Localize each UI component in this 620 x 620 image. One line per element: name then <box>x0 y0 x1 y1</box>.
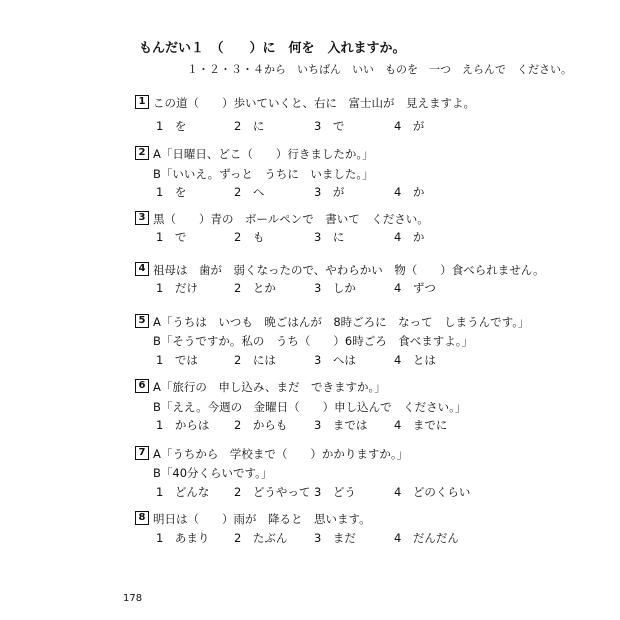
option-2: 2 たぶん <box>234 531 288 545</box>
question-number-badge: 3 <box>135 211 149 225</box>
question-line: A「うちから 学校まで（ ）かかりますか。」 <box>153 447 409 461</box>
option-3: 3 で <box>314 119 345 133</box>
question-line: B「そうですか。私の うち（ ）6時ごろ 食べますよ。」 <box>153 334 473 348</box>
question-line: B「ええ。今週の 金曜日（ ）申し込んで ください。」 <box>153 400 467 414</box>
option-1: 1 では <box>156 353 198 367</box>
option-4: 4 とは <box>394 353 436 367</box>
question-number-badge: 4 <box>135 262 149 276</box>
question-line: B「いいえ。ずっと うちに いました。」 <box>153 167 374 181</box>
option-1: 1 で <box>156 230 187 244</box>
option-4: 4 か <box>394 185 425 199</box>
option-2: 2 からも <box>234 418 288 432</box>
option-3: 3 どう <box>314 485 356 499</box>
question-number-badge: 6 <box>135 379 149 393</box>
option-4: 4 だんだん <box>394 531 459 545</box>
option-2: 2 に <box>234 119 265 133</box>
option-2: 2 も <box>234 230 265 244</box>
option-3: 3 しか <box>314 281 356 295</box>
option-4: 4 ずつ <box>394 281 436 295</box>
option-3: 3 に <box>314 230 345 244</box>
question-line: この道（ ）歩いていくと、右に 富士山が 見えますよ。 <box>153 96 475 110</box>
page-title: もんだい１ （ ）に 何を 入れますか。 <box>139 41 406 56</box>
option-3: 3 へは <box>314 353 356 367</box>
option-1: 1 を <box>156 185 187 199</box>
question-number-badge: 1 <box>135 95 149 109</box>
option-1: 1 どんな <box>156 485 210 499</box>
option-4: 4 までに <box>394 418 448 432</box>
question-line: A「旅行の 申し込み、まだ できますか。」 <box>153 380 386 394</box>
option-4: 4 が <box>394 119 425 133</box>
option-1: 1 あまり <box>156 531 210 545</box>
option-2: 2 とか <box>234 281 276 295</box>
option-1: 1 からは <box>156 418 210 432</box>
question-line: 祖母は 歯が 弱くなったので、やわらかい 物（ ）食べられません。 <box>153 263 545 277</box>
option-3: 3 まだ <box>314 531 356 545</box>
option-4: 4 どのくらい <box>394 485 471 499</box>
question-number-badge: 8 <box>135 511 149 525</box>
instruction-text: １・２・３・４から いちばん いい ものを 一つ えらんで ください。 <box>187 63 572 76</box>
page-number: 178 <box>123 593 143 604</box>
option-3: 3 までは <box>314 418 368 432</box>
option-3: 3 が <box>314 185 345 199</box>
option-2: 2 には <box>234 353 276 367</box>
option-2: 2 どうやって <box>234 485 311 499</box>
option-4: 4 か <box>394 230 425 244</box>
question-line: 明日は（ ）雨が 降ると 思います。 <box>153 512 371 526</box>
question-line: A「日曜日、どこ（ ）行きましたか。」 <box>153 147 374 161</box>
question-number-badge: 2 <box>135 146 149 160</box>
question-number-badge: 5 <box>135 314 149 328</box>
question-line: 黒（ ）青の ボールペンで 書いて ください。 <box>153 212 429 226</box>
option-1: 1 を <box>156 119 187 133</box>
question-line: A「うちは いつも 晩ごはんが 8時ごろに なって しまうんです。」 <box>153 315 530 329</box>
option-2: 2 へ <box>234 185 265 199</box>
question-number-badge: 7 <box>135 446 149 460</box>
question-line: B「40分くらいです。」 <box>153 466 273 480</box>
option-1: 1 だけ <box>156 281 198 295</box>
